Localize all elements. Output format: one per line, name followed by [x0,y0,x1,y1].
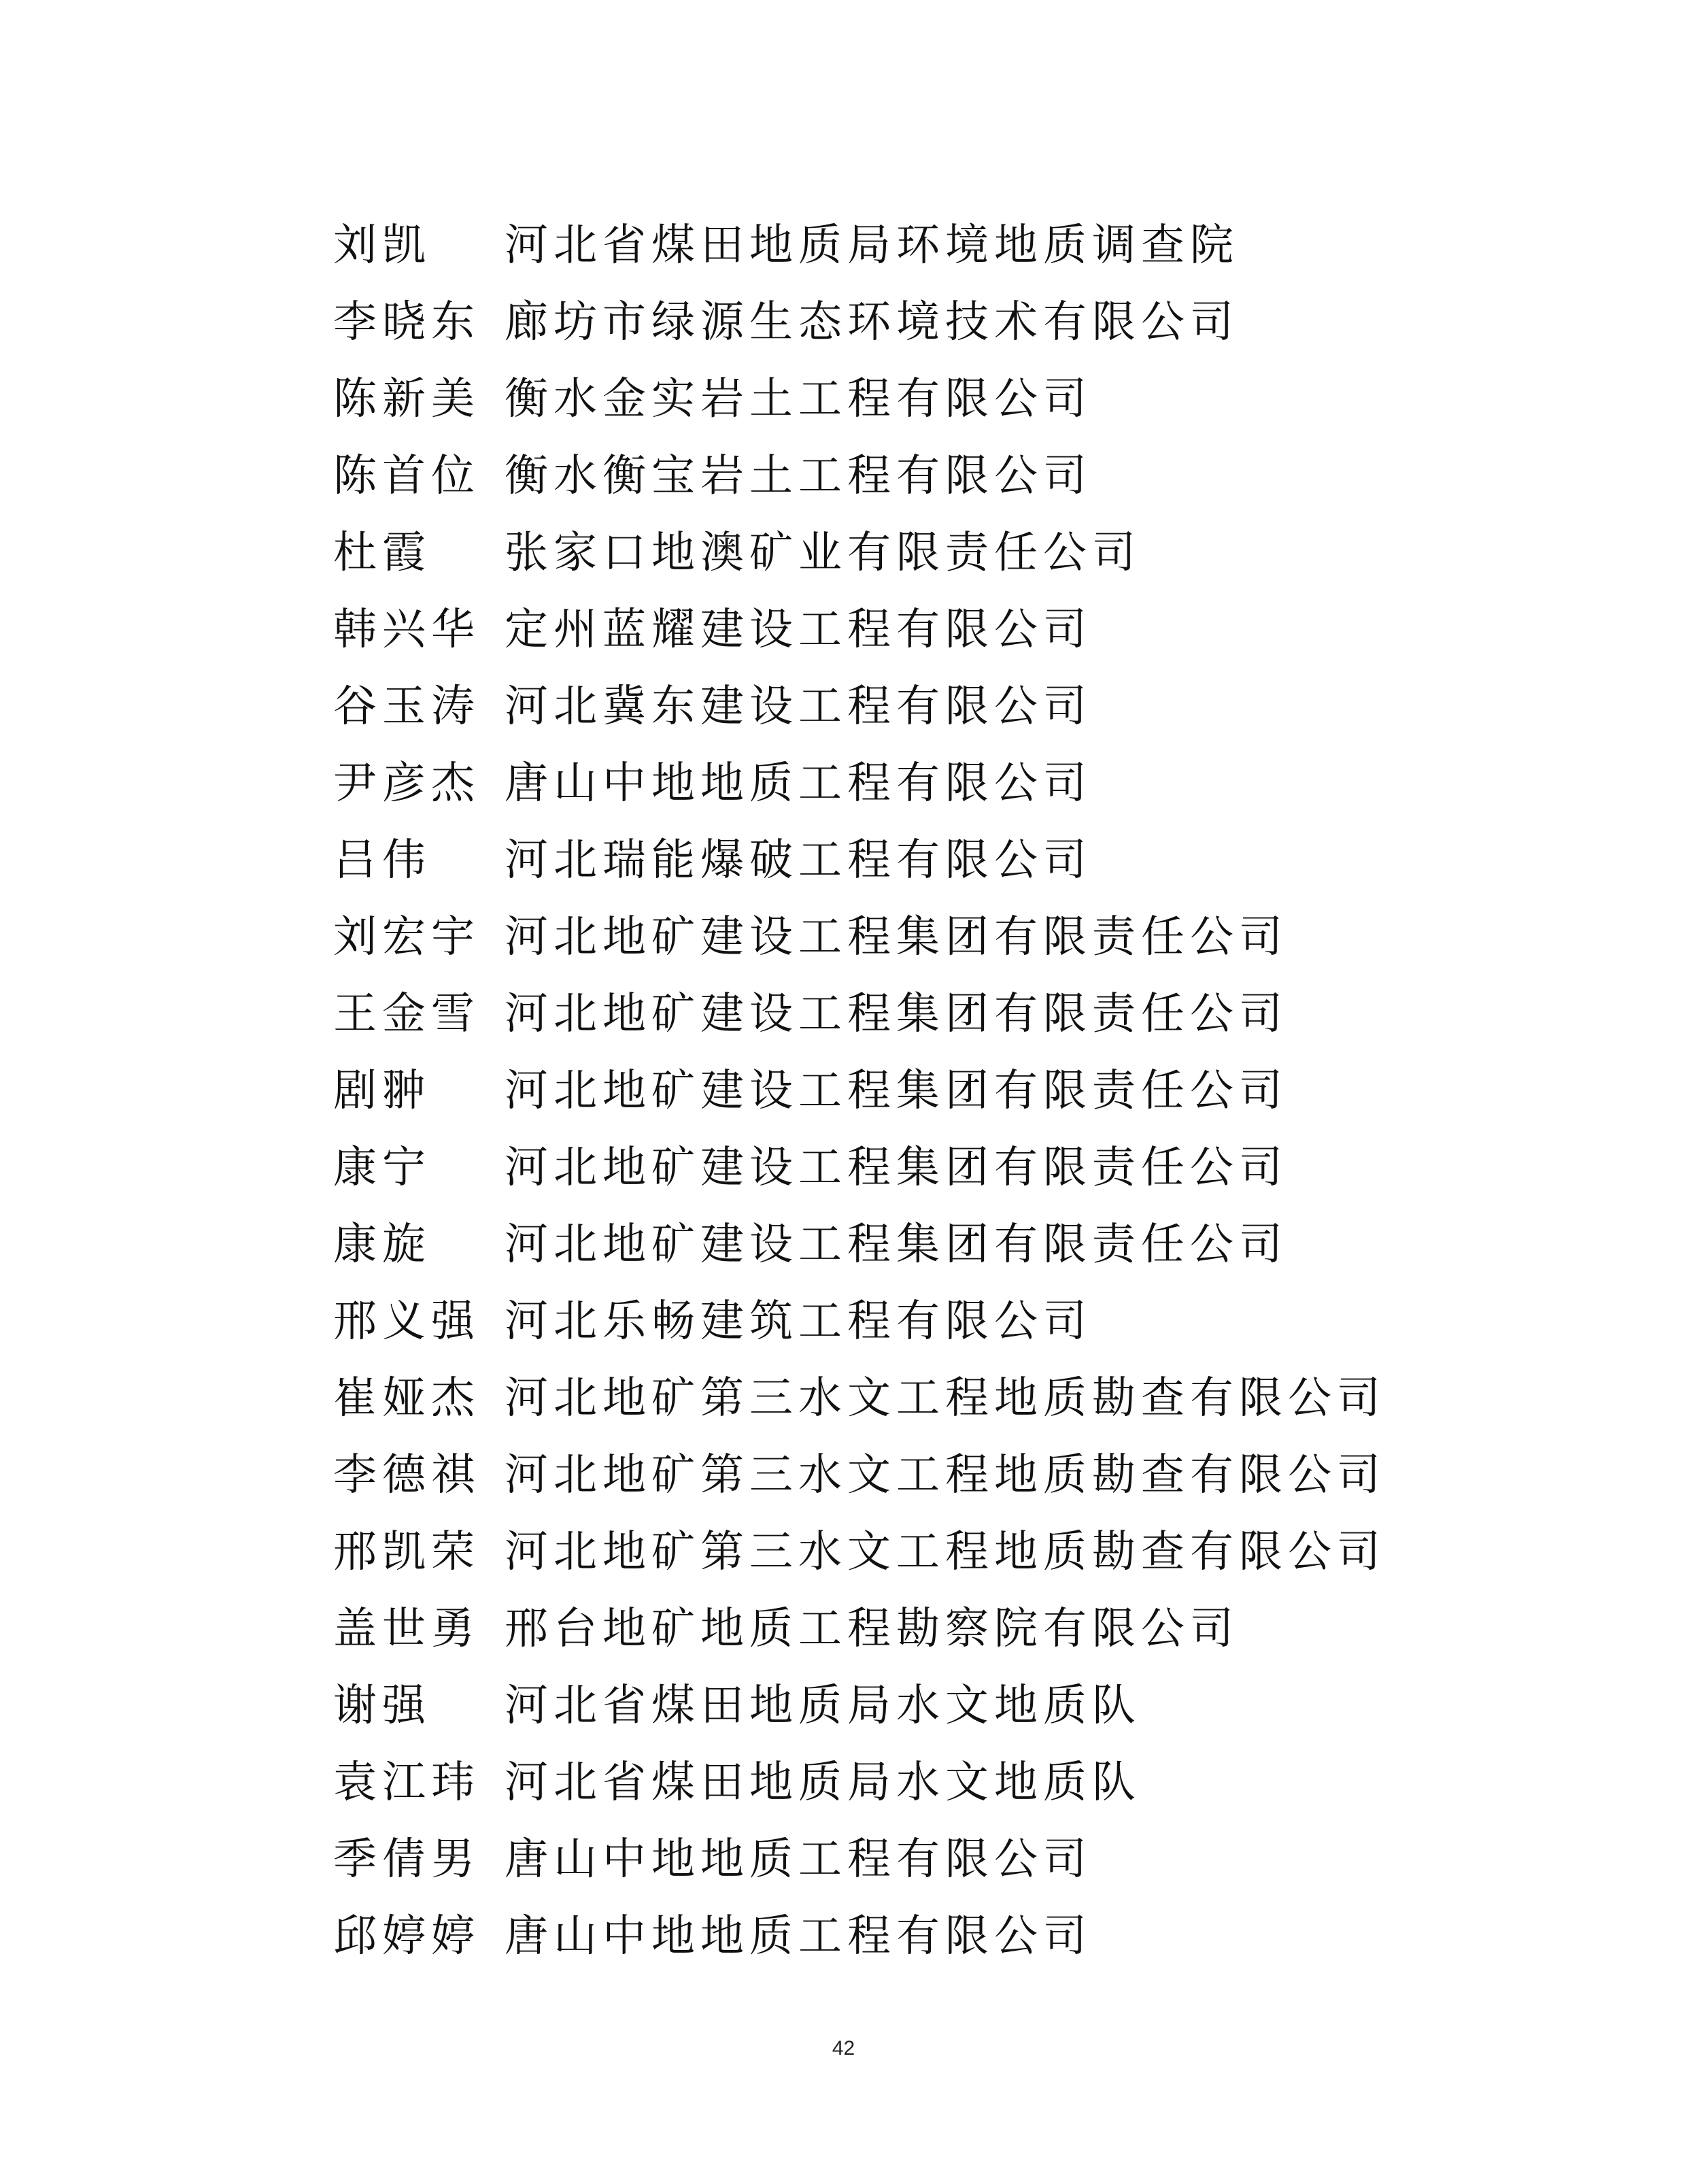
list-item [333,1821,1455,1898]
organization-name: 唐山中地地质工程有限公司 [505,1834,1092,1885]
organization-name: 河北瑞能爆破工程有限公司 [505,835,1092,886]
person-name: 杜霞 [333,528,431,578]
organization-name: 河北地矿建设工程集团有限责任公司 [505,989,1288,1039]
list-item [333,1668,1455,1745]
list-item [333,1745,1455,1821]
organization-name: 河北地矿建设工程集团有限责任公司 [505,1143,1288,1193]
person-name: 康旋 [333,1220,431,1270]
person-name: 季倩男 [333,1834,480,1885]
organization-name: 河北省煤田地质局水文地质队 [505,1681,1141,1731]
organization-name: 河北地矿建设工程集团有限责任公司 [505,1066,1288,1116]
person-name: 崔娅杰 [333,1373,480,1424]
list-item [333,899,1455,976]
person-name: 尹彦杰 [333,758,480,809]
organization-name: 河北省煤田地质局环境地质调查院 [505,220,1239,271]
person-name: 刘凯 [333,220,431,271]
organization-name: 河北地矿第三水文工程地质勘查有限公司 [505,1373,1386,1424]
organization-name: 河北地矿第三水文工程地质勘查有限公司 [505,1527,1386,1577]
organization-name: 河北乐畅建筑工程有限公司 [505,1296,1092,1347]
person-name: 王金雪 [333,989,480,1039]
person-name: 袁江玮 [333,1758,480,1808]
person-name: 李晓东 [333,297,480,348]
list-item [333,1053,1455,1130]
person-name: 谢强 [333,1681,431,1731]
organization-name: 唐山中地地质工程有限公司 [505,758,1092,809]
person-name: 吕伟 [333,835,431,886]
person-name: 盖世勇 [333,1604,480,1654]
list-item [333,438,1455,515]
list-item [333,1207,1455,1283]
page-number: 42 [832,2037,855,2060]
person-name: 李德祺 [333,1450,480,1500]
list-item [333,592,1455,669]
person-name: 邢义强 [333,1296,480,1347]
list-item [333,284,1455,361]
list-item [333,1898,1455,1975]
list-item [333,1514,1455,1591]
person-name: 剧翀 [333,1066,431,1116]
organization-name: 衡水金实岩土工程有限公司 [505,374,1092,424]
list-item [333,361,1455,438]
organization-name: 廊坊市绿源生态环境技术有限公司 [505,297,1239,348]
list-item [333,1437,1455,1514]
list-item [333,669,1455,745]
person-name: 刘宏宇 [333,912,480,962]
list-item [333,1360,1455,1437]
person-name: 陈新美 [333,374,480,424]
person-name: 邱婷婷 [333,1911,480,1962]
list-item [333,207,1455,284]
person-name: 韩兴华 [333,605,480,655]
organization-name: 河北冀东建设工程有限公司 [505,682,1092,732]
list-item [333,976,1455,1053]
list-item [333,1283,1455,1360]
organization-name: 河北地矿第三水文工程地质勘查有限公司 [505,1450,1386,1500]
organization-name: 河北省煤田地质局水文地质队 [505,1758,1141,1808]
person-name: 陈首位 [333,451,480,501]
personnel-list [333,207,1455,1975]
person-name: 谷玉涛 [333,682,480,732]
list-item [333,1591,1455,1668]
organization-name: 唐山中地地质工程有限公司 [505,1911,1092,1962]
person-name: 邢凯荣 [333,1527,480,1577]
list-item [333,745,1455,822]
list-item [333,1130,1455,1207]
person-name: 康宁 [333,1143,431,1193]
list-item [333,822,1455,899]
organization-name: 张家口地澳矿业有限责任公司 [505,528,1141,578]
list-item [333,515,1455,592]
organization-name: 河北地矿建设工程集团有限责任公司 [505,912,1288,962]
organization-name: 定州蓝耀建设工程有限公司 [505,605,1092,655]
organization-name: 河北地矿建设工程集团有限责任公司 [505,1220,1288,1270]
organization-name: 衡水衡宝岩土工程有限公司 [505,451,1092,501]
organization-name: 邢台地矿地质工程勘察院有限公司 [505,1604,1239,1654]
